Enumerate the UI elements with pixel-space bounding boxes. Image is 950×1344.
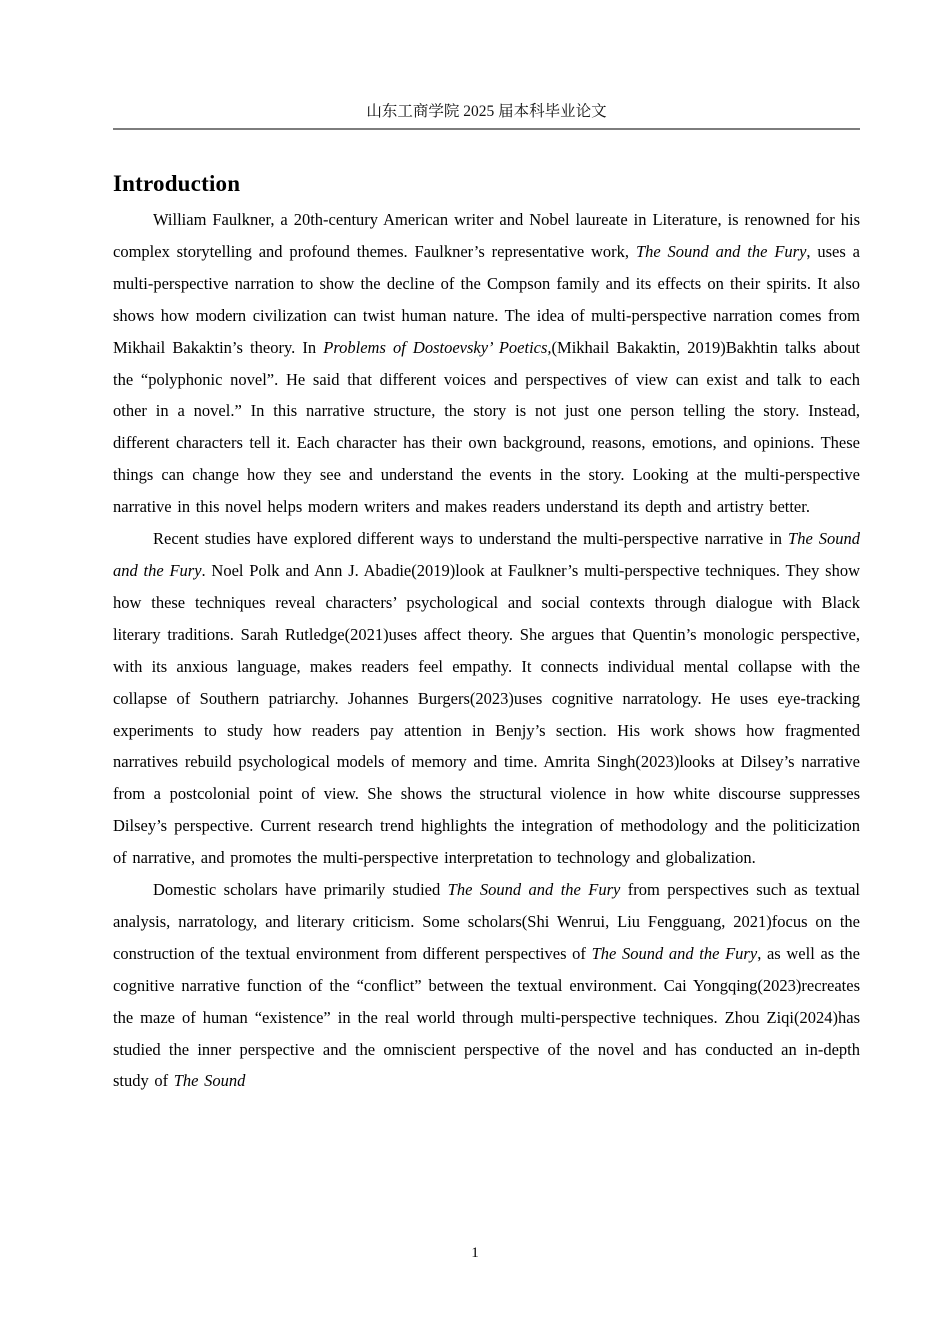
page-number: 1 xyxy=(471,1245,479,1261)
text-segment: . Noel Polk and Ann J. Abadie(2019)look at Faulkner’s multi-perspective techniques. They show how these techniques reveal characters’ psychological and social contexts through dialogue with Black literary traditions. Sarah Rutledge(2021)uses affect theory. She argues that Quentin’s monologic perspective, with its anxious language, makes readers feel empathy. It connects individual mental collapse with the collapse of Southern patriarchy. Johannes Burgers(2023)uses cognitive narratology. He uses eye-tracking experiments to study how readers pay attention in Benjy’s section. His work shows how fragmented narratives rebuild psychological models of memory and time. Amrita Singh(2023)looks at Dilsey’s narrative from a postcolonial point of view. She shows the structural violence in how white discourse suppresses Dilsey’s perspective. Current research trend highlights the integration of methodology and the politicization of narrative, and promotes the multi-perspective interpretation to technology and globalization. xyxy=(113,560,860,868)
book-title-segment: The Sound and the Fury xyxy=(113,529,860,580)
book-title-segment: The Sound and the Fury xyxy=(447,880,621,900)
paragraph xyxy=(113,204,860,523)
header-text: 山东工商学院 2025 届本科毕业论文 xyxy=(366,103,607,120)
paragraph xyxy=(113,523,860,874)
book-title-segment: The Sound xyxy=(173,1071,246,1091)
text-segment: from perspectives such as textual analysis, narratology, and literary criticism. Some scholars(Shi Wenrui, Liu Fengguang, 2021)focus on the construction of the textual environment from different perspectives of xyxy=(113,880,861,963)
paragraphs xyxy=(113,204,860,1097)
book-title-segment: The Sound and the Fury xyxy=(635,241,807,261)
text-segment: , uses a multi-perspective narration to show the decline of the Compson family and its effects on their spirits. It also shows how modern civilization can twist human nature. The idea of multi-perspective narration comes from Mikhail Bakaktin’s theory. In xyxy=(113,241,860,357)
text-segment: , as well as the cognitive narrative function of the “conflict” between the textual environment. Cai Yongqing(2023)recreates the maze of human “existence” in the real world through multi-perspective techniques. Zhou Ziqi(2024)has studied the inner perspective and the omniscient perspective of the novel and has conducted an in-depth study of xyxy=(113,943,860,1091)
text-segment: Domestic scholars have primarily studied xyxy=(153,880,448,900)
document-content xyxy=(113,170,860,1097)
page-header xyxy=(113,101,860,130)
book-title-segment: The Sound and the Fury xyxy=(591,943,758,963)
text-segment: William Faulkner, a 20th-century American writer and Nobel laureate in Literature, is renowned for his complex storytelling and profound themes. Faulkner’s representative work, xyxy=(113,210,860,261)
book-title-segment: Problems of Dostoevsky’ Poetics, xyxy=(323,337,552,357)
text-segment: Recent studies have explored different ways to understand the multi-perspective narrative in xyxy=(153,529,789,549)
paragraph xyxy=(113,874,860,1097)
text-segment: (Mikhail Bakaktin, 2019)Bakhtin talks about the “polyphonic novel”. He said that different voices and perspectives of view can exist and talk to each other in a novel.” In this narrative structure, the story is not just one person telling the story. Instead, different characters tell it. Each character has their own background, reasons, emotions, and opinions. These things can change how they see and understand the events in the story. Looking at the multi-perspective narrative in this novel helps modern writers and makes readers understand its depth and artistry better. xyxy=(113,337,860,517)
page-title: Introduction xyxy=(113,171,241,196)
